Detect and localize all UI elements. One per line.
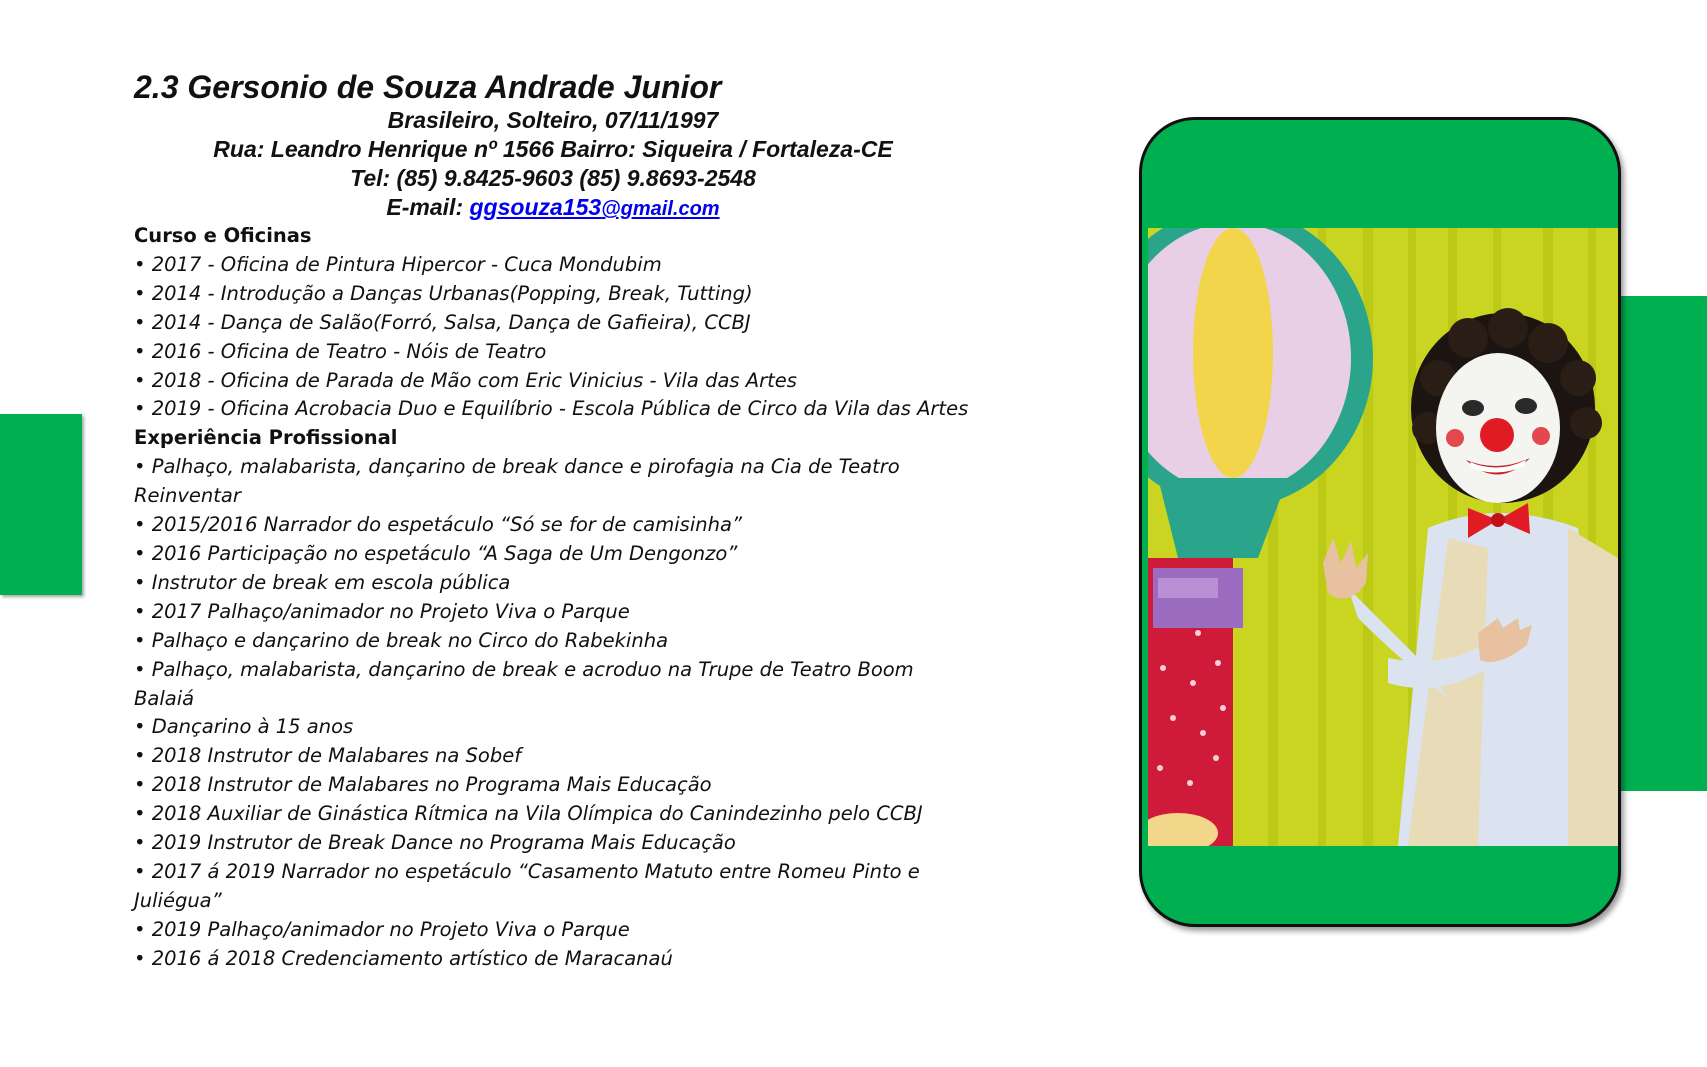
list-item: • 2017 á 2019 Narrador no espetáculo “Casamento Matuto entre Romeu Pinto e Juliégua” <box>134 859 920 912</box>
list-item: • 2014 - Dança de Salão(Forró, Salsa, Dança de Gafieira), CCBJ <box>134 310 751 334</box>
list-item: • 2016 Participação no espetáculo “A Saga de Um Dengonzo” <box>134 541 738 565</box>
decorative-green-bar-left <box>0 414 82 595</box>
list-item: • Palhaço, malabarista, dançarino de break e acroduo na Trupe de Teatro Boom Balaiá <box>134 657 914 710</box>
list-item: • 2014 - Introdução a Danças Urbanas(Popping, Break, Tutting) <box>134 281 753 305</box>
list-item: • Palhaço e dançarino de break no Circo do Rabekinha <box>134 628 669 652</box>
personal-info-line: Brasileiro, Solteiro, 07/11/1997 <box>387 107 719 133</box>
list-item: • 2018 Instrutor de Malabares na Sobef <box>134 744 522 768</box>
list-item: • 2018 Auxiliar de Ginástica Rítmica na Vila Olímpica do Canindezinho pelo CCBJ <box>134 802 923 826</box>
address-line: Rua: Leandro Henrique nº 1566 Bairro: Siqueira / Fortaleza-CE <box>213 136 893 162</box>
list-item: • 2017 - Oficina de Pintura Hipercor - Cuca Mondubim <box>134 252 662 276</box>
list-item: • 2017 Palhaço/animador no Projeto Viva o Parque <box>134 599 630 623</box>
resume-header <box>134 68 964 224</box>
email-link[interactable]: ggsouza153@gmail.com <box>469 194 720 220</box>
section-title-cursos: Curso e Oficinas <box>134 224 312 247</box>
list-item: • 2019 Instrutor de Break Dance no Programa Mais Educação <box>134 831 736 855</box>
decorative-green-bar-right <box>1620 296 1707 791</box>
list-item: • 2018 Instrutor de Malabares no Programa Mais Educação <box>134 773 712 797</box>
list-item: • 2015/2016 Narrador do espetáculo “Só se for de camisinha” <box>134 513 743 537</box>
list-item: • 2019 Palhaço/animador no Projeto Viva o Parque <box>134 917 630 941</box>
list-item: • Palhaço, malabarista, dançarino de break dance e pirofagia na Cia de Teatro Reinventar <box>134 455 900 508</box>
list-item: • 2016 - Oficina de Teatro - Nóis de Teatro <box>134 339 547 363</box>
email-label: E-mail: <box>386 194 470 220</box>
list-item: • 2016 á 2018 Credenciamento artístico de Maracanaú <box>134 946 673 970</box>
list-item: • Dançarino à 15 anos <box>134 715 354 739</box>
clown-photo <box>1148 228 1618 846</box>
resume-body <box>134 222 994 974</box>
phone-line: Tel: (85) 9.8425-9603 (85) 9.8693-2548 <box>350 165 756 191</box>
person-name: 2.3 Gersonio de Souza Andrade Junior <box>134 69 722 105</box>
email-line <box>134 193 972 224</box>
section-title-experiencia: Experiência Profissional <box>134 426 398 450</box>
list-item: • 2019 - Oficina Acrobacia Duo e Equilíbrio - Escola Pública de Circo da Vila das Artes <box>134 397 969 421</box>
list-item: • Instrutor de break em escola pública <box>134 570 511 594</box>
list-item: • 2018 - Oficina de Parada de Mão com Eric Vinicius - Vila das Artes <box>134 368 797 392</box>
